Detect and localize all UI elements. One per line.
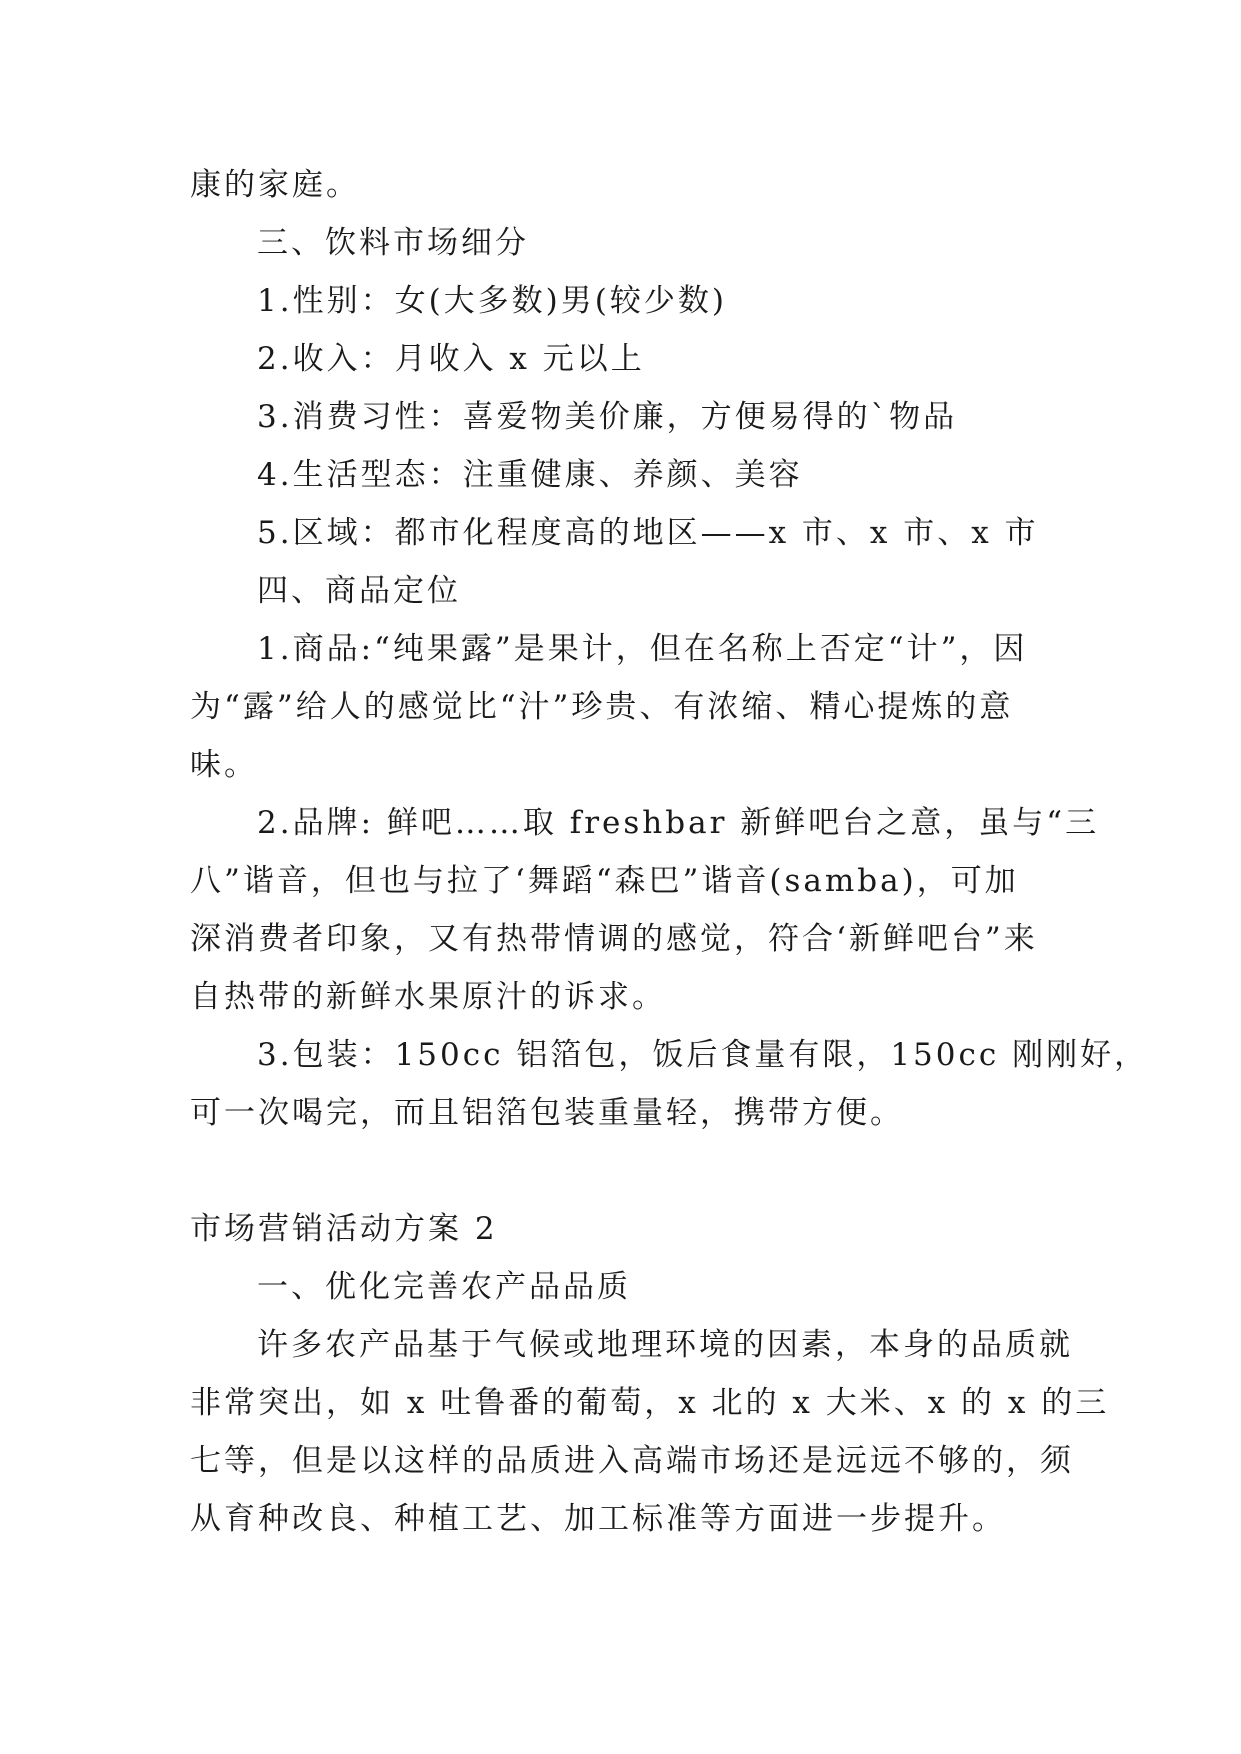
text-line: 2.品牌: 鲜吧……取 freshbar 新鲜吧台之意，虽与“三 bbox=[257, 805, 1100, 841]
section-heading: 四、商品定位 bbox=[257, 573, 461, 609]
list-item: 5.区域：都市化程度高的地区——x 市、x 市、x 市 bbox=[257, 515, 1039, 551]
text-line: 1.商品:“纯果露”是果计，但在名称上否定“计”，因 bbox=[257, 631, 1028, 667]
text-line: 八”谐音，但也与拉了‘舞蹈“森巴”谐音(samba)，可加 bbox=[190, 863, 1019, 899]
list-item: 4.生活型态：注重健康、养颜、美容 bbox=[257, 457, 803, 493]
list-item: 3.消费习性：喜爱物美价廉，方便易得的`物品 bbox=[257, 399, 958, 435]
list-item: 1.性别：女(大多数)男(较少数) bbox=[257, 283, 727, 319]
document-title: 市场营销活动方案 2 bbox=[190, 1211, 498, 1247]
text-line: 康的家庭。 bbox=[190, 167, 360, 203]
section-heading: 一、优化完善农产品品质 bbox=[257, 1269, 631, 1305]
text-line: 七等，但是以这样的品质进入高端市场还是远远不够的，须 bbox=[190, 1443, 1074, 1479]
text-line: 3.包装：150cc 铝箔包，饭后食量有限，150cc 刚刚好， bbox=[257, 1037, 1149, 1073]
text-line: 可一次喝完，而且铝箔包装重量轻，携带方便。 bbox=[190, 1095, 904, 1131]
text-line: 非常突出，如 x 吐鲁番的葡萄，x 北的 x 大米、x 的 x 的三 bbox=[190, 1385, 1110, 1421]
text-line: 深消费者印象，又有热带情调的感觉，符合‘新鲜吧台”来 bbox=[190, 921, 1038, 957]
text-line: 为“露”给人的感觉比“汁”珍贵、有浓缩、精心提炼的意 bbox=[190, 689, 1014, 725]
text-line: 许多农产品基于气候或地理环境的因素，本身的品质就 bbox=[257, 1327, 1073, 1363]
text-line: 从育种改良、种植工艺、加工标准等方面进一步提升。 bbox=[190, 1501, 1006, 1537]
list-item: 2.收入：月收入 x 元以上 bbox=[257, 341, 645, 377]
text-line: 味。 bbox=[190, 747, 258, 783]
text-line: 自热带的新鲜水果原汁的诉求。 bbox=[190, 979, 666, 1015]
section-heading: 三、饮料市场细分 bbox=[257, 225, 529, 261]
